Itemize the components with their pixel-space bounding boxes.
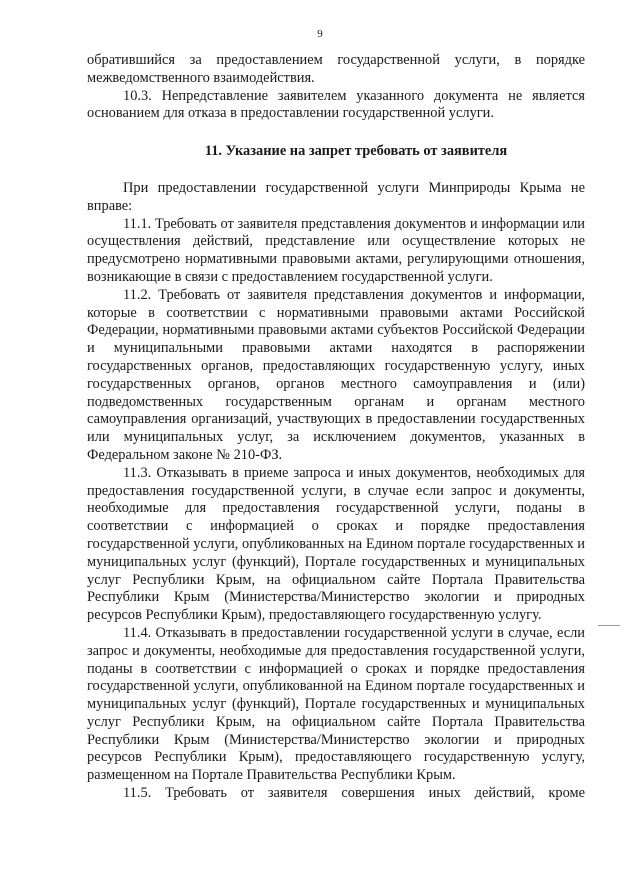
paragraph-11-2: 11.2. Требовать от заявителя представления документов и информации, которые в соответствии с нормативными правовыми актами Российской Федерации, нормативными правовыми актами субъектов Российской Федерации и муниципальными правовыми актами находятся в распоряжении государственных органов, предоставляющих государственную услугу, иных государственных органов, органов местного самоуправления и (или) подведомственных государственным органам и органам местного самоуправления организаций, участвующих в предоставлении государственных или муниципальных услуг, за исключением документов, указанных в Федеральном законе № 210-ФЗ.	[87, 286, 585, 463]
paragraph-intro: При предоставлении государственной услуги Минприроды Крыма не вправе:	[87, 179, 585, 214]
document-body	[87, 52, 585, 803]
paragraph-11-1: 11.1. Требовать от заявителя представления документов и информации или осуществления действий, представление или осуществление которых не предусмотрено нормативными правовыми актами, регулирующими отношения, возникающие в связи с предоставлением государственной услуги.	[87, 215, 585, 285]
page-number: 9	[317, 28, 323, 40]
paragraph-11-4: 11.4. Отказывать в предоставлении государственной услуги в случае, если запрос и документы, необходимые для предоставления государственной услуги, поданы в соответствии с информацией о сроках и порядке предоставления государственной услуги, опубликованной на Едином портале государственных и муниципальных услуг (функций), Портале государственных и муниципальных услуг Республики Крым, на официальном сайте Портала Правительства Республики Крым (Министерства/Министерство экологии и природных ресурсов Республики Крым), предоставляющего государственную услугу, размещенном на Портале Правительства Республики Крым.	[87, 624, 585, 784]
paragraph-10-3: 10.3. Непредставление заявителем указанного документа не является основанием для отказа в предоставлении государственной услуги.	[87, 87, 585, 122]
scan-artifact	[598, 625, 620, 626]
paragraph-continuation: обратившийся за предоставлением государственной услуги, в порядке межведомственного взаимодействия.	[87, 52, 585, 86]
paragraph-11-5: 11.5. Требовать от заявителя совершения иных действий, кроме	[123, 785, 585, 802]
paragraph-11-3: 11.3. Отказывать в приеме запроса и иных документов, необходимых для предоставления государственной услуги, в случае если запрос и документы, необходимые для предоставления государственной услуги, поданы в соответствии с информацией о сроках и порядке предоставления государственной услуги, опубликованных на Едином портале государственных и муниципальных услуг (функций), Портале государственных и муниципальных услуг Республики Крым, на официальном сайте Портала Правительства Республики Крым (Министерства/Министерство экологии и природных ресурсов Республики Крым), предоставляющего государственную услугу.	[87, 464, 585, 624]
section-heading: 11. Указание на запрет требовать от заявителя	[204, 143, 508, 160]
